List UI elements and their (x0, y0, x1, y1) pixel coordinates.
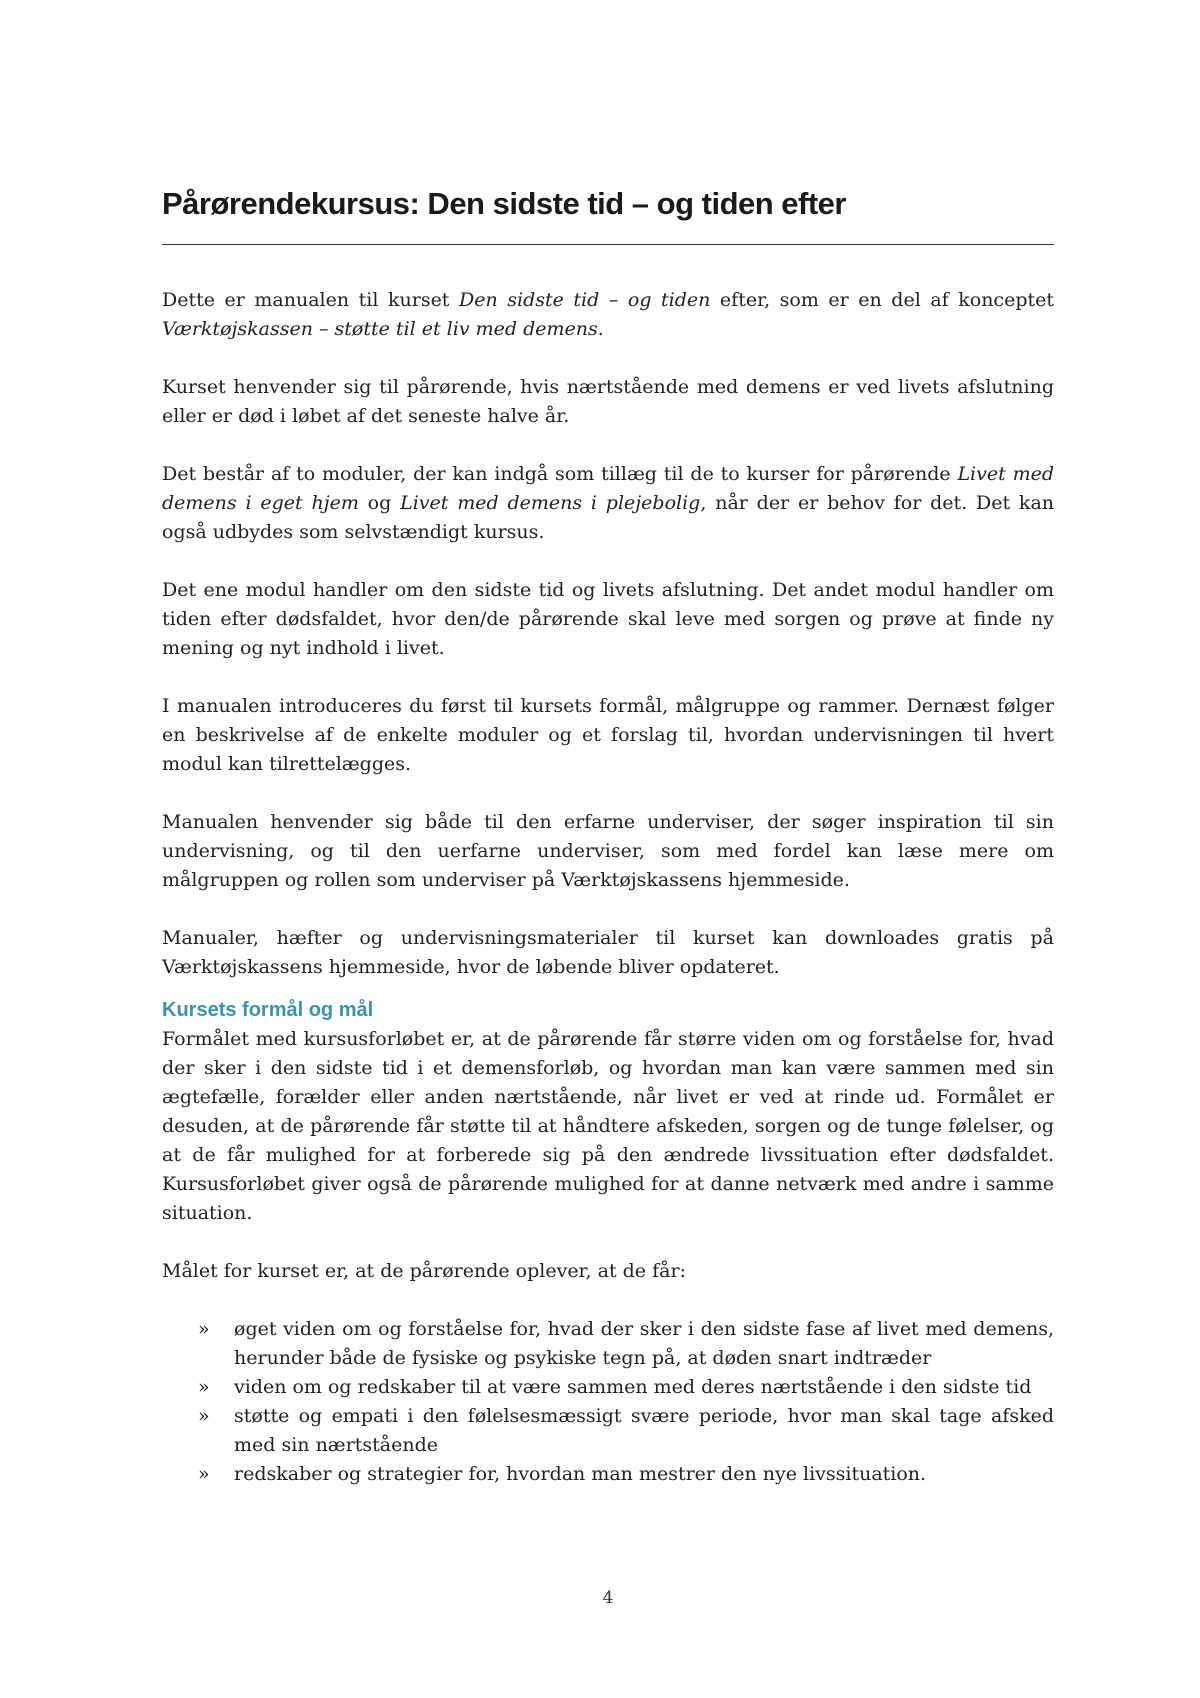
bullet-glyph: » (198, 1463, 210, 1485)
intro-paragraph-1 (162, 286, 1054, 344)
list-item-text: redskaber og strategier for, hvordan man mestrer den nye livssituation. (234, 1463, 927, 1485)
intro-paragraph-6: Manualen henvender sig både til den erfarne underviser, der søger inspiration til sin undervisning, og til den uerfarne underviser, som med fordel kan læse mere om målgruppen og rollen som underviser på Værktøjskassens hjemmeside. (162, 811, 1054, 891)
intro-p3-text-c: , når der er behov for det. Det kan også udbydes som selvstændigt kursus. (162, 492, 1055, 543)
list-item (198, 1315, 1054, 1373)
list-item-text: støtte og empati i den følelsesmæssigt svære periode, hvor man skal tage afsked med sin nærtstående (234, 1405, 1054, 1456)
course-home-italic: Livet med demens i eget hjem (162, 463, 1054, 514)
intro-paragraph-7: Manualer, hæfter og undervisningsmaterialer til kurset kan downloades gratis på Værktøjskassens hjemmeside, hvor de løbende bliver opdateret. (162, 927, 1054, 978)
intro-paragraph-4: Det ene modul handler om den sidste tid og livets afslutning. Det andet modul handler om tiden efter dødsfaldet, hvor den/de pårørende skal leve med sorgen og prøve at finde ny mening og nyt indhold i livet. (162, 579, 1054, 659)
list-item-text: øget viden om og forståelse for, hvad der sker i den sidste fase af livet med demens, herunder både de fysiske og psykiske tegn på, at døden snart indtræder (234, 1318, 1054, 1369)
document-body (162, 286, 1054, 1489)
list-item (198, 1460, 1054, 1489)
goals-list (162, 1315, 1054, 1489)
bullet-glyph: » (198, 1318, 210, 1340)
intro-paragraph-3 (162, 460, 1054, 547)
title-divider (162, 244, 1054, 245)
intro-paragraph-5: I manualen introduceres du først til kursets formål, målgruppe og rammer. Dernæst følger en beskrivelse af de enkelte moduler og et forslag til, hvordan undervisningen til hvert modul kan tilrettelægges. (162, 695, 1054, 775)
course-name-italic: Den sidste tid – og tiden (459, 289, 711, 311)
page-number: 4 (602, 1588, 614, 1608)
section-paragraph-1: Formålet med kursusforløbet er, at de pårørende får større viden om og forståelse for, hvad der sker i den sidste tid i et demensforløb, og hvordan man kan være sammen med sin ægtefælle, forælder eller anden nærtstående, når livet er ved at rinde ud. Formålet er desuden, at de pårørende får støtte til at håndtere afskeden, sorgen og de tunge følelser, og at de får mulighed for at forberede sig på den ændrede livssituation efter dødsfaldet. Kursusforløbet giver også de pårørende mulighed for at danne netværk med andre i samme situation. (162, 1028, 1054, 1224)
concept-name-italic: Værktøjskassen – støtte til et liv med demens. (162, 318, 604, 340)
list-item (198, 1402, 1054, 1460)
course-nursing-home-italic: Livet med demens i plejebolig (400, 492, 701, 514)
list-item-text: viden om og redskaber til at være sammen med deres nærtstående i den sidste tid (234, 1376, 1032, 1398)
bullet-glyph: » (198, 1376, 210, 1398)
intro-p1-text-a: Dette er manualen til kurset (162, 289, 459, 311)
section-paragraph-2: Målet for kurset er, at de pårørende oplever, at de får: (162, 1260, 686, 1282)
bullet-glyph: » (198, 1405, 210, 1427)
intro-p3-text-b: og (358, 492, 401, 514)
page-title: Pårørendekursus: Den sidste tid – og tiden efter (162, 186, 846, 221)
intro-p3-text-a: Det består af to moduler, der kan indgå som tillæg til de to kurser for pårørende (162, 463, 958, 485)
intro-paragraph-2: Kurset henvender sig til pårørende, hvis nærtstående med demens er ved livets afslutning eller er død i løbet af det seneste halve år. (162, 376, 1054, 427)
section-heading: Kursets formål og mål (162, 999, 374, 1021)
list-item (198, 1373, 1054, 1402)
intro-p1-text-b: efter, som er en del af konceptet (710, 289, 1054, 311)
